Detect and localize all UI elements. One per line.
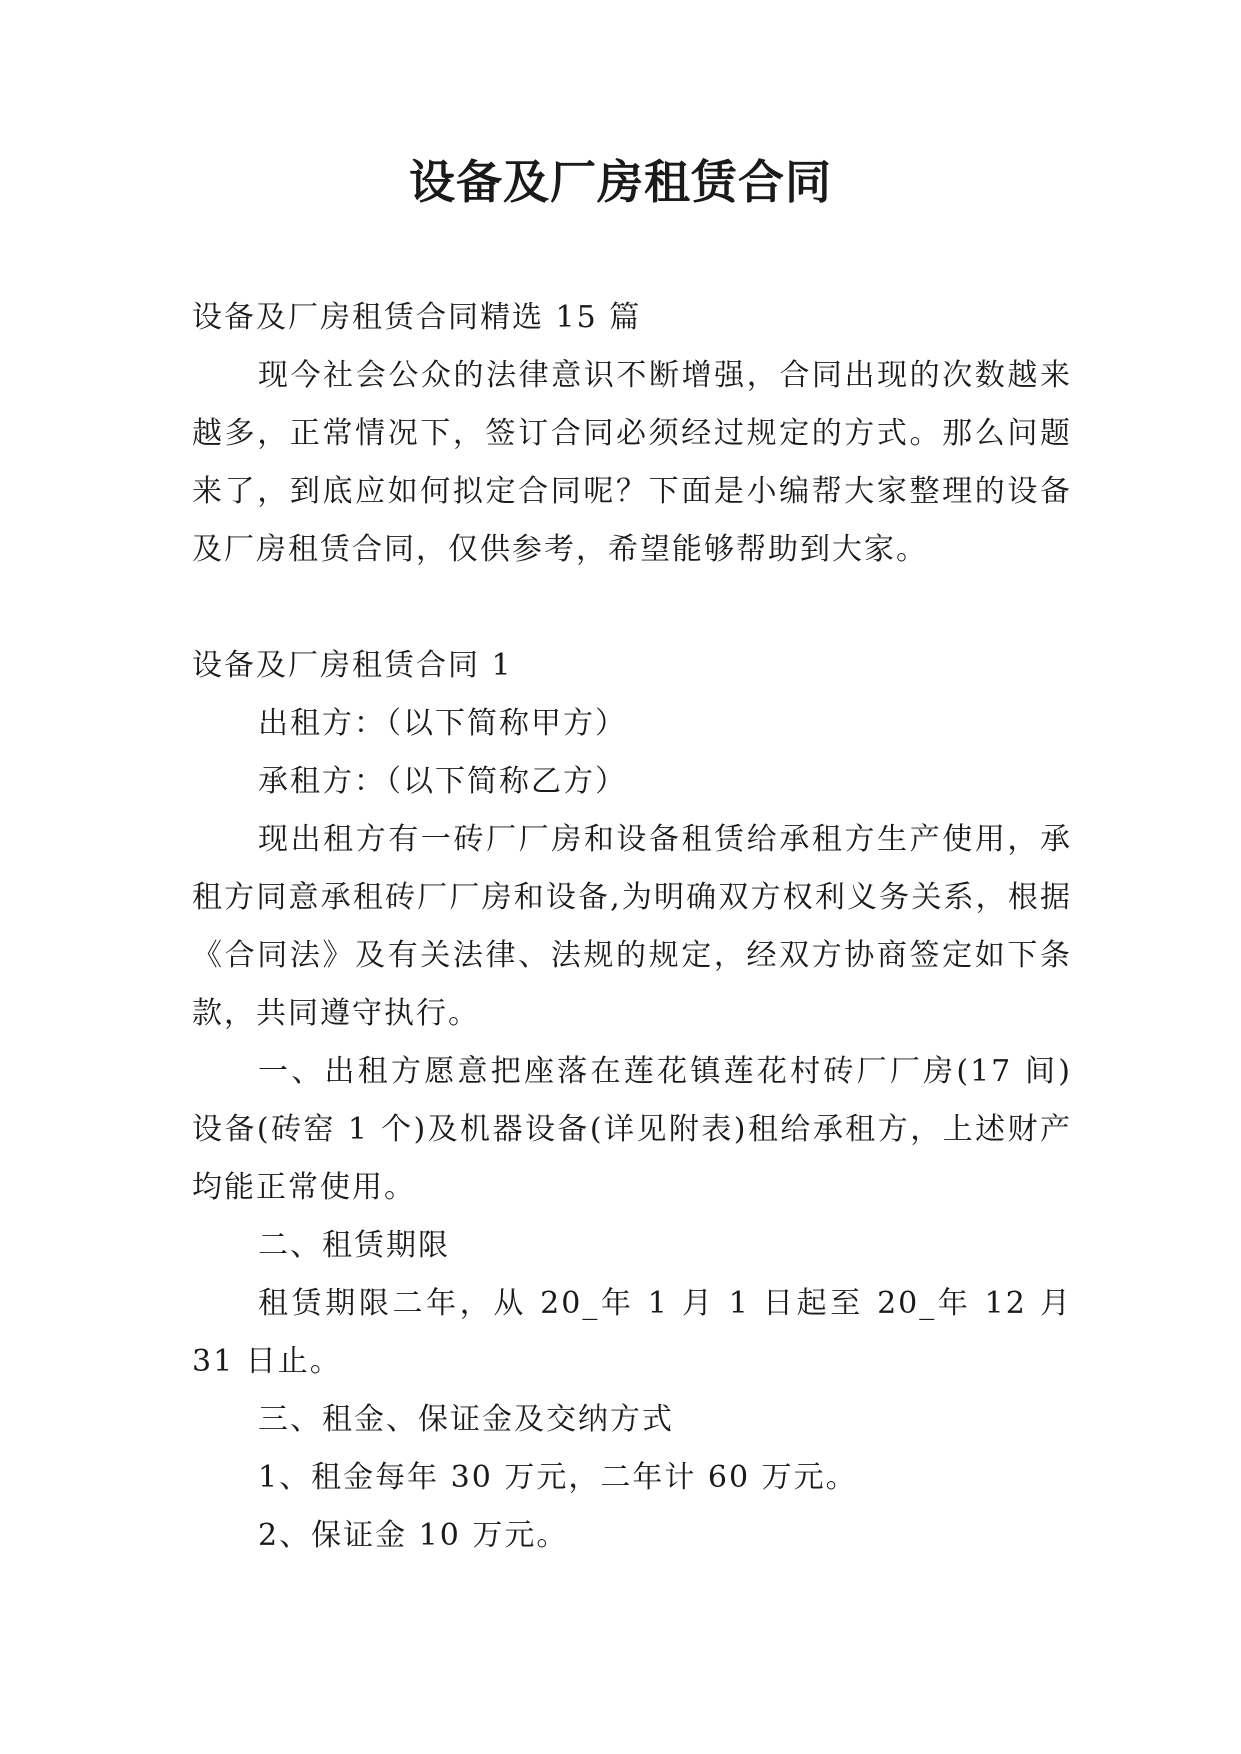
clause-3-heading: 三、租金、保证金及交纳方式 (258, 1402, 674, 1437)
intro-paragraph: 现今社会公众的法律意识不断增强，合同出现的次数越来越多，正常情况下，签订合同必须经过规定的方式。那么问题来了，到底应如何拟定合同呢？下面是小编帮大家整理的设备及厂房租赁合同，仅供参考，希望能够帮助到大家。 (192, 358, 1072, 567)
clause-3-item-2: 2、保证金 10 万元。 (258, 1518, 569, 1553)
paragraph-spacer (192, 579, 1072, 637)
section-heading: 设备及厂房租赁合同 1 (192, 648, 513, 683)
lessee-line: 承租方：（以下简称乙方） (258, 764, 627, 799)
document-subtitle: 设备及厂房租赁合同精选 15 篇 (192, 300, 642, 335)
clause-1: 一、出租方愿意把座落在莲花镇莲花村砖厂厂房(17 间)设备(砖窑 1 个)及机器设备(详见附表)租给承租方，上述财产均能正常使用。 (192, 1054, 1072, 1205)
document-title: 设备及厂房租赁合同 (409, 155, 832, 209)
preamble-paragraph: 现出租方有一砖厂厂房和设备租赁给承租方生产使用，承租方同意承租砖厂厂房和设备,为明确双方权利义务关系，根据《合同法》及有关法律、法规的规定，经双方协商签定如下条款，共同遵守执行。 (192, 822, 1072, 1031)
clause-3-item-1: 1、租金每年 30 万元，二年计 60 万元。 (258, 1460, 858, 1495)
clause-2-body: 租赁期限二年，从 20_年 1 月 1 日起至 20_年 12 月 31 日止。 (192, 1286, 1072, 1379)
lessor-line: 出租方：（以下简称甲方） (258, 706, 627, 741)
document-body (192, 289, 1072, 1565)
clause-2-heading: 二、租赁期限 (258, 1228, 450, 1263)
